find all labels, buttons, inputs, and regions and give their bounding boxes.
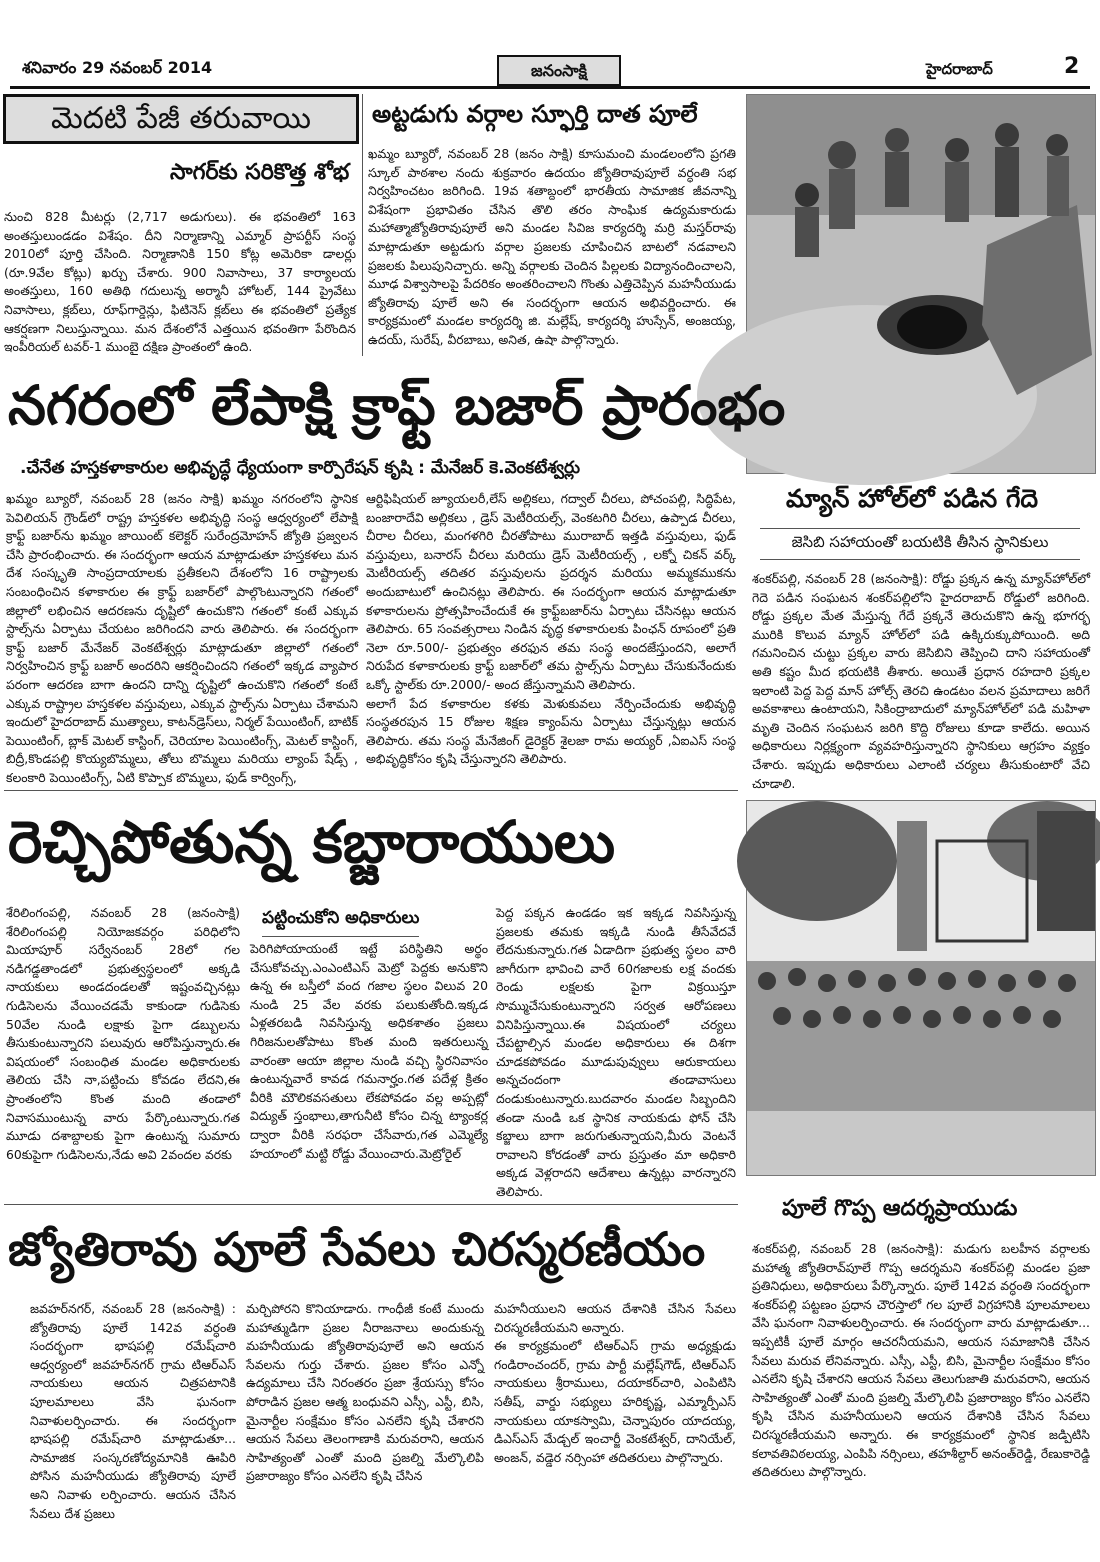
phule-ideal-headline: పూలే గొప్ప ఆదర్శప్రాయుడు — [782, 1196, 1018, 1221]
manhole-body: శంకర్‌పల్లి, నవంబర్‌ 28 (జనంసాక్షి): రోడ్డు ప్రక్కన ఉన్న మ్యాన్‌హోల్‌లో గెదె పడిన సంఘటన శంకర్‌పల్లిలోని హైదరాబాద్‌ రోడ్డులో జరిగింది. రోడ్డు ప్రక్కల మేత మేస్తున్న గేదే ప్రక్కనే తెరుచుకొని ఉన్న భూగర్భ మురికి కొలువ మ్యాన్‌ హోల్‌లో పడి ఉక్కిరుక్కుపోయింది. అది గమనించిన చుట్టు ప్రక్కల వారు జెసిబిని తెప్పించి దాని సహాయంతో అతి కష్టం మీద భయటికి తీశారు. అయితే ప్రధాన రహదారి ప్రక్కల ఇలాంటి పెద్ద పెద్ద మాన్‌ హోల్స్‌ తెరచి ఉండటం వలన ప్రమాదాలు జరిగే అవకాశాలు ఉంటాయని, సికింద్రాబాదులో మ్యాన్‌హోల్‌లో పడి మహిళా మృతి చెందిన సంఘటన జరిగి కొద్ది రోజులు కూడా కాలేదు. అయిన అధికారులు నిర్లక్ష్యంగా వ్యవహరిస్తున్నారని స్థానికులు ఆగ్రహం వ్యక్తం చేశారు. ఇప్పుడు అధికారులు ఎలాంటి చర్యలు తీసుకుంటారో వేచి చూడాలి. — [752, 571, 1090, 791]
sagar-headline: సాగర్‌కు సరికొత్త శోభ — [170, 160, 350, 185]
kabza-headline: రెచ్చిపోతున్న కబ్జారాయులు — [8, 808, 616, 876]
lepakshi-headline: నగరంలో లేపాక్షి క్రాఫ్ట్‌ బజార్‌ ప్రారంభం — [8, 374, 786, 437]
kabza-subhead: పట్టించుకోని అధికారులు — [262, 908, 419, 937]
column-divider — [362, 94, 363, 356]
phule-inspiration-body: ఖమ్మం బ్యూరో, నవంబర్‌ 28 (జనం సాక్షి) కూసుమంచి మండలంలోని ప్రగతి స్కూల్‌ పాఠశాల నందు శుక్రవారం ఉదయం జ్యోతిరావుపూలే వర్ధంతి సభ నిర్వహించటం జరిగింది. 19వ శతాబ్దంలో భారతీయ సామాజిక జీవనాన్ని విశేషంగా ప్రభావితం చేసిన తొలి తరం సాంఘిక ఉద్యమకారుడు మహాత్మాజ్యోతిరావుపూలే అని మండల సివిజ కార్యదర్శి మర్రి మస్తర్‌రావు మాట్లాడుతూ అట్టడుగు వర్గాల ప్రజలకు చూపించిన బాటలో నడవాలని ప్రజలకు పిలుపునిచ్చారు. అన్ని వర్గాలకు చెందిన పిల్లలకు విద్యానందించాలని, మూఢ విశ్వాసాలపై పేదరికం అంతరించాలని గొంతు ఎత్తిచెప్పిన మహనీయుడు జ్యోతిరావు పూలే అని ఈ సందర్భంగా ఆయన అభివర్ణించారు. ఈ కార్యక్రమంలో మండల కార్యదర్శి జి. మల్లేష్‌, కార్యదర్శి హుస్సేన్‌, అంజయ్య, ఉదయ్‌, సురేష్‌, వీరబాబు, అనిత, ఉషా పాల్గొన్నారు. — [368, 146, 736, 347]
edition-city: హైదరాబాద్ — [926, 60, 993, 78]
kabza-col1: శేరిలింగంపల్లి, నవంబర్‌ 28 (జనంసాక్షి) శేరిలింగంపల్లి నియోజకవర్గం పరిధిలోని మియాపూర్‌ సర్వేనంబర్‌ 28లో గల నడిగడ్డతాండలో ప్రభుత్వస్థలంలో అక్కడి నాయకులు అండదండలతో ఇష్టంవచ్చినట్లు గుడిసెలను వేయించడమే కాకుండా గుడిసెకు 50వేల నుండి లక్షాకు పైగా డబ్బులను తీసుకుంటున్నారని పలువురు ఆరోపిస్తున్నారు.ఈ విషయంలో సంబంధిత మండల అధికారులకు తెలియ చేసి నా,పట్టించు కోవడం లేదని,ఈ ప్రాంతంలోని కొంత మంది తండాలో నివాసముంటున్న వారు పేర్కొంటున్నారు.గత మూడు దశాబ్దాలకు పైగా ఉంటున్న సుమారు 60కుపైగా గుడిసెలను,నేడు అవి 2వందల వరకు — [6, 905, 240, 1162]
lepakshi-col1: ఖమ్మం బ్యూరో, నవంబర్‌ 28 (జనం సాక్షి) ఖమ్మం నగరంలోని స్థానిక పెవిలియన్‌ గ్రౌండ్‌లో రాష్ట్ర హస్తకళల అభివృద్ధి సంస్థ ఆధ్వర్యంలో లేపాక్షి క్రాఫ్ట్‌ బజార్‌ను ఖమ్మం జాయింట్‌ కలెక్టర్‌ సురేంద్రమోహన్‌ జ్యోతి ప్రజ్వలన చేసి ప్రారంభించారు. ఈ సందర్భంగా ఆయన మాట్లాడుతూ హస్తకళలు మన దేశ సంస్కృతి సాంప్రదాయాలకు ప్రతీకలని దేశంలోని 16 రాష్ట్రాలకు సంబంధించిన కళాకారుల ఈ క్రాఫ్ట్‌ బజార్‌లో పాల్గొంటున్నారని గతంలో జిల్లాలో లభించిన ఆదరణను దృష్టిలో ఉంచుకొని గతంలో కంటే ఎక్కువ స్టాల్స్‌ను ఏర్పాటు చేయటం జరిగిందని వారు తెలిపారు. ఈ సందర్భంగా క్రాఫ్ట్‌ బజార్‌ మేనేజర్‌ వెంకటేశ్వర్లు మాట్లాడుతూ జిల్లాలో గతంలో నిర్వహించిన క్రాఫ్ట్‌ బజార్‌ అందరిని ఆకర్షించిందని గతంలో ఇక్కడ వ్యాపార పరంగా ఆదరణ బాగా ఉందని దాన్ని దృష్టిలో ఉంచుకొని గతంలో కంటే ఎక్కువ రాష్ట్రాల హస్తకళల వస్తువులు, ఎక్కువ స్టాల్స్‌ను ఏర్పాటు చేశామని ఇందులో హైదరాబాద్‌ ముత్యాలు, కాటన్‌డ్రెస్‌లు, నిర్మల్‌ పేయింటింగ్‌, బాటిక్‌ పెయింటింగ్‌, బ్లాక్‌ మెటల్‌ కాస్టింగ్‌, చెరియాల పెయింటింగ్స్‌, మెటల్‌ కాస్టింగ్‌, బిద్రీ,కొండపల్లి కొయ్యబొమ్మలు, తోలు బొమ్మలు మరియు ల్యాంప్‌ షేడ్స్‌ , కలంకారి పెయింటింగ్స్‌, ఏటి కొప్పాక బొమ్మలు, ఫుడ్‌ కార్వింగ్స్‌, — [6, 491, 358, 785]
header-rule — [10, 86, 1090, 89]
manhole-headline: మ్యాన్‌ హోల్‌లో పడిన గేదె — [786, 484, 1039, 513]
masthead-logo: జనంసాక్షి — [497, 55, 621, 86]
kabza-col3: పెద్ద పక్కన ఉండడం ఇక ఇక్కడ నివసిస్తున్న ప్రజలకు తమకు ఇక్కడి నుండి తీసేవేదవే లేదనుకున్నారు.గత ఏడాదిగా ప్రభుత్వ స్థలం వారి జాగీరుగా భావించి వారే 60గజాలకు లక్ష వందకు రెండు లక్షలకు పైగా విక్రయిస్తూ సొమ్ముచేసుకుంటున్నారని సర్వత ఆరోపణలు వినిపిస్తున్నాయి.ఈ విషయంలో చర్యలు చేపట్టాల్సిన మండల అధికారులు ఈ దిశగా చూడకపోవడం మూడుపువ్వులు ఆరుకాయలు అన్నచందంగా తండావాసులు దండుకుంటున్నారు.బుదవారం మండల సిబ్బందిని తండా నుండి ఒక స్థానిక నాయకుడు ఫోన్‌ చేసి కబ్జాలు బాగా జరుగుతున్నాయని,మీరు వెంటనే రావాలని కోరడంతో వారు ప్రస్తుతం మా అధికారి అక్కడ వెళ్లరాదని ఆదేశాలు ఉన్నట్లు వారన్నారని తెలిపారు. — [496, 905, 736, 1199]
kabza-col2: పెరిగిపోయాయంటే ఇట్టే పరిస్థితిని అర్థం చేసుకోవచ్చు.ఎంఎంటిఎస్‌ మెట్రో పెద్దకు అనుకొని ఉన్న ఈ బస్తీలో వంద గజాల స్థలం విలువ 20 నుండి 25 వేల వరకు పలుకుతోంది.ఇక్కడ ఏళ్లతరబడి నివసిస్తున్న అధికశాతం ప్రజలు గిరిజనులతోపాటు కొంత మంది ఇతరులున్న వారంతా ఆయా జిల్లాల నుండి వచ్చి స్థిరనివాసం ఉంటున్నవారే కావడ గమనార్హం.గత పదేళ్ల క్రితం వీరికి మౌలికవసతులు లేకపోవడం వల్ల అప్పట్లో విద్యుత్‌ స్తంభాలు,తాగునీటి కోసం చిన్న ట్యాంకర్ల ద్వారా వీరికి సరఫరా చేసేవారు,గత ఎమ్మెల్యే హయాంలో మట్టి రోడ్డు వేయించారు.మెట్రోరైల్‌ — [250, 941, 488, 1161]
manhole-subhead: జెసిబి సహాయంతో బయటికి తీసిన స్థానికులు — [760, 528, 1080, 560]
issue-date: శనివారం 29 నవంబర్ 2014 — [22, 58, 213, 77]
lepakshi-subhead: .చేనేత హస్తకళాకారుల అభివృద్ధే ధ్యేయంగా కార్పొరేషన్‌ కృషి : మేనేజర్‌ కె.వెంకటేశ్వర్లు — [20, 458, 580, 478]
page-number: 2 — [1064, 54, 1080, 79]
group-statue-photo — [746, 800, 1096, 1176]
sagar-body: నుంచి 828 మీటర్లు (2,717 అడుగులు). ఈ భవంతిలో 163 అంతస్తులుండడం విశేషం. దీని నిర్మాణాన్ని ఎమ్మార్‌ ప్రాపర్టీస్‌ సంస్థ 2010లో పూర్తి చేసింది. నిర్మాణానికి 150 కోట్ల అమెరికా డాలర్లు (రూ.9వేల కోట్లు) ఖర్చు చేశారు. 900 నివాసాలు, 37 కార్యాలయ అంతస్తులు, 160 అతిథి గదులున్న అర్మానీ హోటల్‌, 144 ప్రైవేటు నివాసాలు, క్లబ్‌లు, రూఫ్‌గార్డెన్లు, ఫిటినెస్‌ క్లబ్‌లు ఈ భవంతిలో ప్రత్యేక ఆకర్షణగా నిలుస్తున్నాయి. మన దేశంలోనే ఎత్తయిన భవంతిగా పేరొందిన ఇంపీరియల్‌ టవర్‌-1 ముంబై దక్షిణ ప్రాంతంలో ఉంది. — [4, 209, 356, 355]
section-label: మెదటి పేజీ తరువాయి — [3, 94, 359, 144]
phule-memorable-col3: మహనీయులని ఆయన దేశానికి చేసిన సేవలు చిరస్మరణీయమని అన్నారు. ఈ కార్యక్రమంలో టిఆర్‌ఎస్‌ గ్రామ అధ్యక్షుడు గండిరాంచందర్‌, గ్రామ పార్టీ మల్లేష్‌గౌడ్‌, టిఆర్‌ఎస్‌ నాయకులు శ్రీరాములు, దయాకర్‌చారి, ఎంపిటిసి సతీష్‌, వార్డు సభ్యులు హరికృష్ణ, ఎమ్మార్పీఎస్‌ నాయకులు యాకస్వామి, చెన్నాపురం యాదయ్య, డిఎస్‌ఎస్‌ మేడ్చల్‌ ఇంచార్జీ వెంకటేశ్వర్‌, దానియేల్‌, అంజన్‌, వడ్డెర నర్సింహా తదితరులు పాల్గొన్నారు. — [494, 1301, 736, 1465]
buffalo-rescue-photo — [746, 94, 1096, 474]
section-rule — [4, 790, 738, 791]
phule-memorable-col2: మర్చిపోరని కొనియాడారు. గాంధీజీ కంటే ముందు మహాత్ముడిగా ప్రజల నీరాజనాలు అందుకున్న మహనీయుడు జ్యోతిరావుపూలే అని ఆయన సేవలను గుర్తు చేశారు. ప్రజల కోసం ఎన్నో ఉద్యమాలు చేసి నిరంతరం ప్రజా శ్రేయస్సు కోసం పోరాడిన ప్రజల ఆత్మ బంధువని ఎస్సీ, ఎస్టీ, బిసి, మైనార్టీల సంక్షేమం కోసం ఎనలేని కృషి చేశారని ఆయన సేవలు తెలంగాణాకి మరువరాని, ఆయన సాహిత్యంతో ఎంతో మంది ప్రజల్ని మేల్కొలిపి ప్రజారాజ్యం కోసం ఎనలేని కృషి చేసిన — [246, 1301, 484, 1484]
lepakshi-col2: ఆర్టిఫిషియల్‌ జ్యూయలరీ,లేస్‌ అల్లికలు, గద్వాల్‌ చీరలు, పోచంపల్లి, సిద్ధిపేట, బంజారాదేవి అల్లికలు , డ్రెస్‌ మెటీరియల్స్‌, వెంకటగిరి చీరలు, ఉప్పాడ చీరలు, చీరాల చీరలు, మంగళగిరి చీరతోపాటు మురాబాద్‌ ఇత్తడి వస్తువులు, ఫుడ్‌ వస్తువులు, బనారస్‌ చీరలు మరియు డ్రెస్‌ మెటీరియల్స్‌ , లక్నో చికన్‌ వర్క్‌ మెటీరియల్స్‌ తదితర వస్తువులను ప్రదర్శన మరియు అమ్మకముకను అందుబాటులో ఉంచినట్లు తెలిపారు. ఈ సందర్భంగా ఆయన మాట్లాడుతూ కళాకారులను ప్రోత్సహించేందుకే ఈ క్రాఫ్ట్‌బజార్‌ను ఏర్పాటు చేసినట్లు ఆయన తెలిపారు. 65 సంవత్సరాలు నిండిన వృద్ధ కళాకారులకు పింఛన్‌ రూపంలో ప్రతి నెలా రూ.500/- ప్రభుత్వం తరఫున తమ సంస్థ అందజేస్తుందని, అలాగే నిరుపేద కళాకారులకు క్రాఫ్ట్‌ బజార్‌లో తమ స్టాల్స్‌ను ఏర్పాటు చేసుకునేందుకు ఒక్కో స్టాల్‌కు రూ.2000/- అంద జేస్తున్నామని తెలిపారు. అలాగే పేద కళాకారుల కళకు మెళుకువలు నేర్పించేందుకు అభివృద్ధి సంస్థతరపున 15 రోజుల శిక్షణ క్యాంప్‌ను ఏర్పాటు చేస్తున్నట్లు ఆయన తెలిపారు. తమ సంస్థ మేనేజింగ్‌ డైరెక్టర్‌ శైలజా రామ అయ్యర్‌ ,ఏఐఎస్‌ సంస్థ అభివృద్ధికోసం కృషి చేస్తున్నారని తెలిపారు. — [366, 491, 736, 767]
phule-inspiration-headline: అట్టడుగు వర్గాల స్ఫూర్తి దాత పూలే — [372, 100, 698, 128]
phule-memorable-col1: జవహర్‌నగర్‌, నవంబర్‌ 28 (జనంసాక్షి) : జ్యోతిరావు పూలే 142వ వర్ధంతి సందర్భంగా భాషపల్లి రమేష్‌చారి ఆధ్వర్యంలో జవహర్‌నగర్‌ గ్రామ టిఆర్‌ఎస్‌ నాయకులు ఆయన చిత్రపటానికి పూలమాలలు వేసి ఘనంగా నివాళులర్పించారు. ఈ సందర్భంగా భాషపల్లి రమేష్‌చారి మాట్లాడుతూ... సామాజిక సంస్కరణోద్యమానికి ఊపిరి పోసిన మహనీయుడు జ్యోతిరావు పూలే అని నివాళు లర్పించారు. ఆయన చేసిన సేవలు దేశ ప్రజలు — [30, 1301, 236, 1521]
phule-memorable-headline: జ్యోతిరావు పూలే సేవలు చిరస్మరణీయం — [8, 1222, 706, 1276]
phule-ideal-body: శంకర్‌పల్లి, నవంబర్‌ 28 (జనంసాక్షి): మడుగు బలహీన వర్గాలకు మహాత్మ జ్యోతిరావ్‌పూలే గొప్ప ఆదర్శమని శంకర్‌పల్లి మండల ప్రజా ప్రతినిధులు, అధికారులు పేర్కొన్నారు. పూలే 142వ వర్ధంతి సందర్భంగా శంకర్‌పల్లి పట్టణం ప్రధాన చౌరస్తాలో గల పూలే విగ్రహానికి పూలమాలలు వేసి ఘనంగా నివాళులర్పించారు. ఈ సందర్భంగా వారు మాట్లాడుతూ... ఇప్పటికీ పూలే మార్గం ఆచరనీయమని, ఆయన సమాజానికి చేసిన సేవలు మరువ లేనివన్నారు. ఎస్సీ, ఎస్టీ, బిసి, మైనార్టీల సంక్షేమం కోసం ఎనలేని కృషి చేశారని ఆయన సేవలు తెలుగుజాతి మరువరాని, ఆయన సాహిత్యంతో ఎంతో మంది ప్రజల్ని మేల్కొలిపి ప్రజారాజ్యం కోసం ఎనలేని కృషి చేసిన మహనీయులని ఆయన దేశానికి చేసిన సేవలు చిరస్మరణీయమని అన్నారు. ఈ కార్యక్రమంలో స్థానిక జడ్పిటిసి కలావతివిఠలయ్య, ఎంపిపి నర్సింలు, తహశీల్దార్‌ అనంత్‌రెడ్డి, రేణుకారెడ్డి తదితరులు పాల్గొన్నారు. — [752, 1241, 1090, 1480]
section-rule-2 — [4, 1204, 738, 1205]
